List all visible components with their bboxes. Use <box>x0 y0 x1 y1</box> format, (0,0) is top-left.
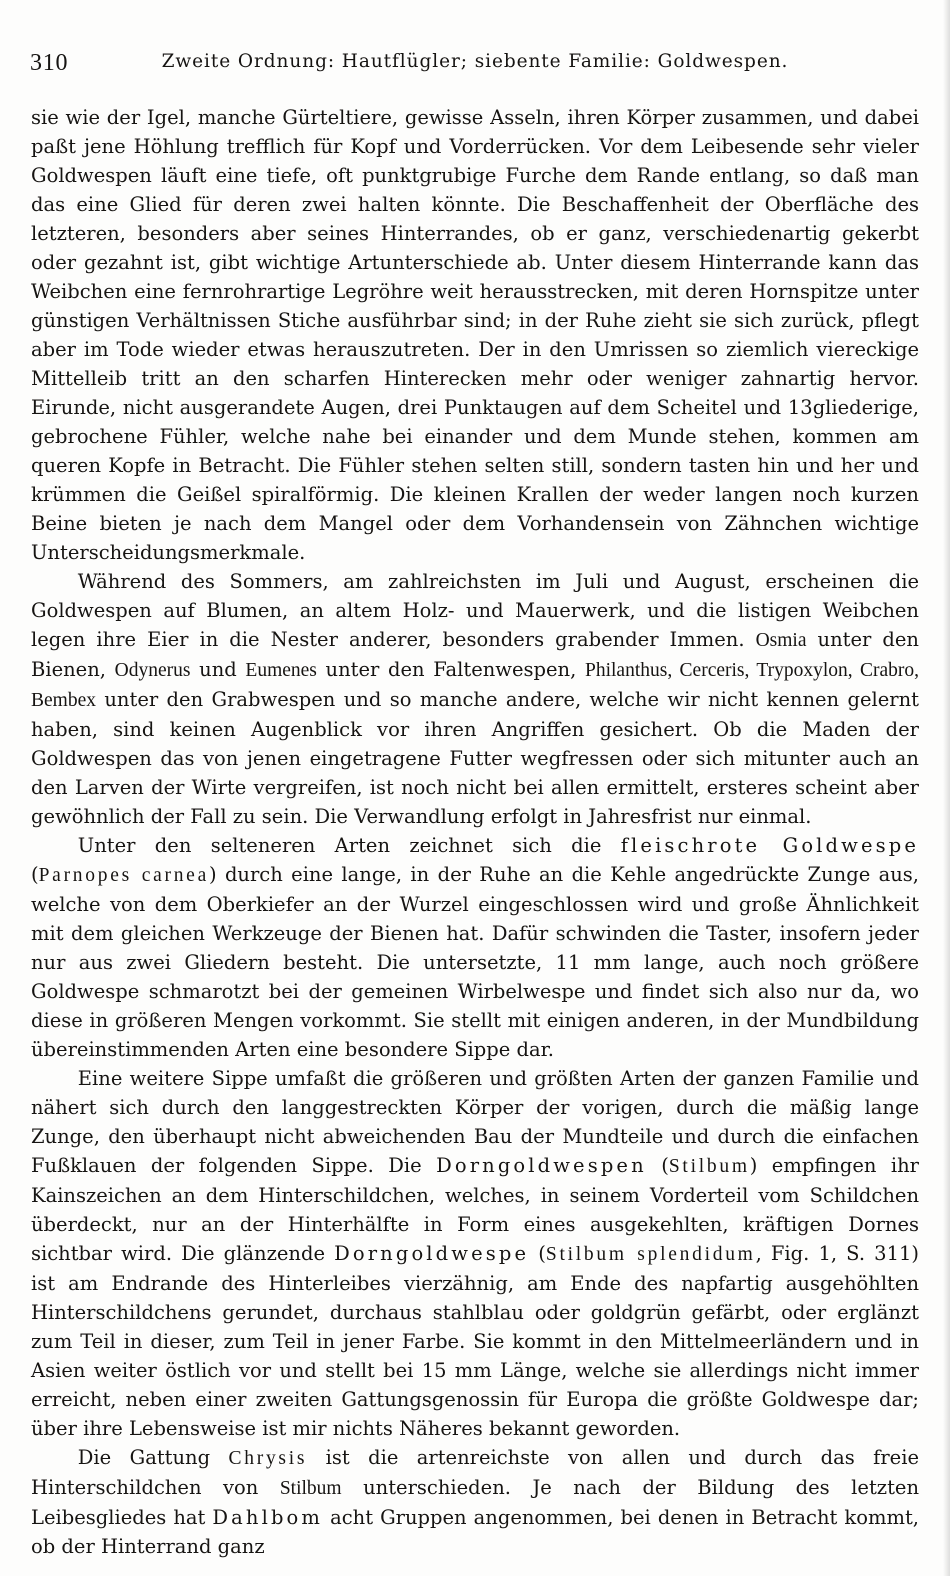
page-number: 310 <box>30 50 69 76</box>
text-segment: Eine weitere Sippe umfaßt die größeren und größten Arten der ganzen Familie und nähert sich durch den langgestreckten Körper der vorigen, durch die mäßig lange Zunge, den überhaupt nicht abweichenden Bau der Mundteile und durch die einfachen Fußklauen der folgenden Sippe. Die <box>31 1067 919 1177</box>
emphasis-segment: Dorngoldwespen <box>436 1154 647 1177</box>
paragraph <box>31 831 919 1064</box>
emphasis-segment: Stilbum splendidum <box>545 1244 756 1265</box>
text-segment: sie wie der Igel, manche Gürteltiere, gewisse Asseln, ihren Körper zusammen, und dabei paßt jene Höhlung trefflich für Kopf und Vorderrücken. Vor dem Leibesende sehr vieler Goldwespen läuft eine tiefe, oft punktgrubige Furche dem Rande entlang, so daß man das eine Glied für deren zwei halten könnte. Die Beschaffenheit der Oberfläche des letzteren, besonders aber seines Hinterrandes, ob er ganz, verschiedenartig gekerbt oder gezahnt ist, gibt wichtige Artunterschiede ab. Unter diesem Hinterrande kann das Weibchen eine fernrohrartige Legröhre weit herausstrecken, mit deren Hornspitze unter günstigen Verhältnissen Stiche ausführbar sind; in der Ruhe zieht sie sich zurück, pflegt aber im Tode wieder etwas herauszutreten. Der in den Umrissen so ziemlich viereckige Mittelleib tritt an den scharfen Hinterecken mehr oder weniger zahnartig hervor. Eirunde, nicht ausgerandete Augen, drei Punktaugen auf dem Scheitel und 13gliederige, gebrochene Fühler, welche nahe bei einander und dem Munde stehen, kommen am queren Kopfe in Betracht. Die Fühler stehen selten still, sondern tasten hin und her und krümmen die Geißel spiralförmig. Die kleinen Krallen der weder langen noch kurzen Beine bieten je nach dem Mangel oder dem Vorhandensein von Zähnchen wichtige Unterscheidungsmerkmale. <box>31 106 919 564</box>
running-title: Zweite Ordnung: Hautflügler; siebente Familie: Goldwespen. <box>161 51 789 72</box>
text-segment: ( <box>646 1154 669 1177</box>
emphasis-segment: fleischrote Goldwespe <box>620 834 920 857</box>
text-segment: und <box>190 658 246 681</box>
emphasis-segment: Odynerus <box>114 660 191 681</box>
paragraph <box>31 1443 919 1561</box>
text-segment: Während des Sommers, am zahlreichsten im Juli und August, erscheinen die Goldwespen auf Blumen, an altem Holz- und Mauerwerk, und die listigen Weibchen legen ihre Eier in die Nester anderer, besonders grabender Immen. <box>31 570 919 651</box>
text-segment: , Fig. 1, S. 311) ist am Endrande des Hinterleibes vierzähnig, am Ende des napfartig ausgehöhlten Hinterschildchens gerundet, durchaus stahlblau oder goldgrün gefärbt, oder erglänzt zum Teil in dieser, zum Teil in jener Farbe. Sie kommt in den Mittelmeerländern und in Asien weiter östlich vor und stellt bei 15 mm Länge, welche sie allerdings nicht immer erreicht, neben einer zweiten Gattungsgenossin für Europa die größte Goldwespe dar; über ihre Lebensweise ist mir nichts Näheres bekannt geworden. <box>31 1242 919 1440</box>
paragraph <box>31 103 919 567</box>
text-segment: ) empfingen ihr Kainszeichen an dem Hinterschildchen, welches, in seinem Vorderteil vom Schildchen überdeckt, nur an der Hinterhälfte in Form eines ausgekehlten, kräftigen Dornes sichtbar wird. Die glänzende <box>31 1154 920 1265</box>
paragraph <box>31 1064 919 1443</box>
text-segment: ( <box>31 863 39 886</box>
text-segment: Unter den selteneren Arten zeichnet sich die <box>77 834 621 857</box>
text-segment: ist die artenreichste von allen und durch das freie Hinterschildchen von <box>31 1446 919 1499</box>
text-segment: ( <box>529 1242 546 1265</box>
emphasis-segment: Dahlbom <box>212 1506 324 1529</box>
text-segment: Die Gattung <box>77 1446 229 1469</box>
scan-edge-shadow <box>943 0 950 1576</box>
page-body <box>31 103 919 1561</box>
text-segment: acht Gruppen angenommen, bei denen in Betracht kommt, ob der Hinterrand ganz <box>31 1506 919 1558</box>
text-segment: unterschieden. Je nach der Bildung des letzten Leibesgliedes hat <box>31 1476 920 1529</box>
text-segment: ) durch eine lange, in der Ruhe an die Kehle angedrückte Zunge aus, welche von dem Oberkiefer an der Wurzel eingeschlossen wird und große Ähnlichkeit mit dem gleichen Werkzeuge der Bienen hat. Dafür schwinden die Taster, insofern jeder nur aus zwei Gliedern besteht. Die untersetzte, 11 mm lange, auch noch größere Goldwespe schmarotzt bei der gemeinen Wirbelwespe und findet sich also nur da, wo diese in größeren Mengen vorkommt. Sie stellt mit einigen anderen, in der Mundbildung übereinstimmenden Arten eine besondere Sippe dar. <box>31 863 919 1061</box>
emphasis-segment: Dorngoldwespe <box>334 1242 530 1265</box>
text-segment: unter den Grabwespen und so manche andere, welche wir nicht kennen gelernt haben, sind keinen Augenblick vor ihren Angriffen gesichert. Ob die Maden der Goldwespen das von jenen eingetragene Futter wegfressen oder sich mitunter auch an den Larven der Wirte vergreifen, ist noch nicht bei allen ermittelt, ersteres scheint aber gewöhnlich der Fall zu sein. Die Verwandlung erfolgt in Jahresfrist nur einmal. <box>31 688 919 828</box>
emphasis-segment: Chrysis <box>228 1448 308 1469</box>
emphasis-segment: Stilbum <box>668 1156 750 1177</box>
emphasis-segment: Eumenes <box>245 660 317 681</box>
text-segment: unter den Bienen, <box>31 628 919 681</box>
text-segment: unter den Faltenwespen, <box>316 658 585 681</box>
page-header <box>30 48 920 82</box>
emphasis-segment: Philanthus, Cerceris, Trypoxylon, Crabro, Bembex <box>31 660 920 711</box>
emphasis-segment: Osmia <box>755 630 807 651</box>
emphasis-segment: Stilbum <box>279 1478 342 1499</box>
emphasis-segment: Parnopes carnea <box>38 865 209 886</box>
paragraph <box>31 567 919 831</box>
